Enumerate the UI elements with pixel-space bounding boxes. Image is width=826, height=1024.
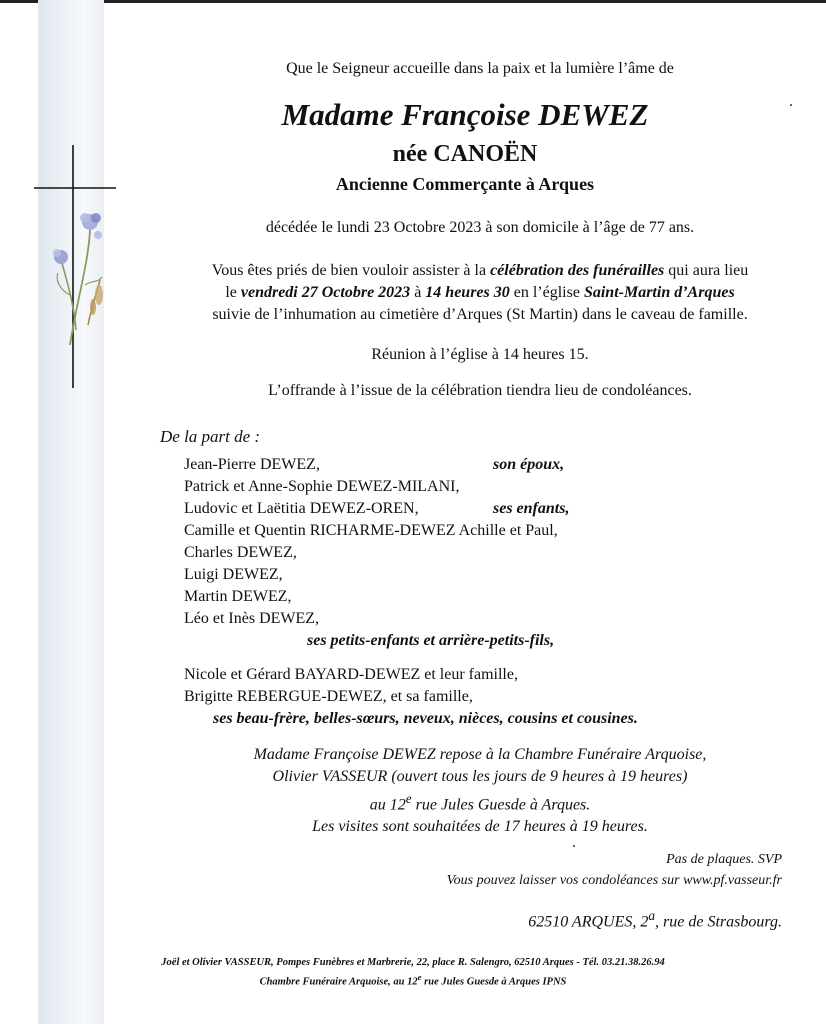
funeral-time: 14 heures 30 <box>425 284 510 301</box>
funeral-line-3: suivie de l’inhumation au cimetière d’Arques (St Martin) dans le caveau de famille. <box>212 306 748 323</box>
speck <box>573 845 575 847</box>
footer-line-2 <box>0 972 826 988</box>
role-children: ses enfants, <box>493 500 570 517</box>
funeral-text: Vous êtes priés de bien vouloir assister à la <box>211 262 491 279</box>
family-member: Jean-Pierre DEWEZ, <box>184 456 320 473</box>
family-member: Charles DEWEZ, <box>184 544 297 561</box>
death-announcement: décédée le lundi 23 Octobre 2023 à son domicile à l’âge de 77 ans. <box>265 219 695 236</box>
funeral-text: en l’église <box>509 284 584 301</box>
footer-line-1: Joël et Olivier VASSEUR, Pompes Funèbres et Marbrerie, 22, place R. Salengro, 62510 Arques - Tél. 03.21.38.26.94 <box>161 957 665 968</box>
superscript: a <box>648 908 656 923</box>
gathering-time: Réunion à l’église à 14 heures 15. <box>371 346 589 363</box>
family-member: Brigitte REBERGUE-DEWEZ, et sa famille, <box>184 688 473 705</box>
funeral-emphasis: célébration des funérailles <box>490 262 665 279</box>
maiden-name: née CANOËN <box>392 141 538 167</box>
funeral-line-1 <box>150 260 810 282</box>
funeral-details <box>150 260 810 326</box>
family-member: Léo et Inès DEWEZ, <box>184 610 320 627</box>
family-member: Luigi DEWEZ, <box>184 566 283 583</box>
funeral-church: Saint-Martin d’Arques <box>583 284 735 301</box>
repose-line-4: Les visites sont souhaitées de 17 heures à 19 heures. <box>312 818 648 836</box>
superscript: e <box>417 972 422 982</box>
funeral-line-2 <box>150 282 810 304</box>
speck <box>790 104 792 106</box>
from-label: De la part de : <box>160 427 261 446</box>
family-member: Camille et Quentin RICHARME-DEWEZ Achille et Paul, <box>184 522 558 539</box>
repose-line-3 <box>135 788 825 816</box>
funeral-text: le <box>225 284 241 301</box>
family-member: Ludovic et Laëtitia DEWEZ-OREN, <box>184 500 419 517</box>
occupation: Ancienne Commerçante à Arques <box>335 174 595 194</box>
intro-text: Que le Seigneur accueille dans la paix et la lumière l’âme de <box>286 60 674 77</box>
repose-line-2: Olivier VASSEUR (ouvert tous les jours de 9 heures à 19 heures) <box>272 768 688 785</box>
repose-line-1: Madame Françoise DEWEZ repose à la Chambre Funéraire Arquoise, <box>253 746 707 763</box>
family-member: Patrick et Anne-Sophie DEWEZ-MILANI, <box>184 478 460 495</box>
funeral-home-address <box>528 908 782 931</box>
repose-details <box>135 744 825 838</box>
footer-text: Chambre Funéraire Arquoise, au 12 <box>259 976 418 988</box>
repose-text: rue Jules Guesde à Arques. <box>411 796 591 814</box>
top-border <box>0 0 826 3</box>
address-text: 62510 ARQUES, 2 <box>528 913 649 931</box>
superscript: e <box>405 791 412 806</box>
address-text: , rue de Strasbourg. <box>655 913 782 931</box>
no-plaques-note: Pas de plaques. SVP <box>666 852 782 867</box>
role-spouse: son époux, <box>493 456 565 473</box>
offering-note: L’offrande à l’issue de la célébration tiendra lieu de condoléances. <box>268 382 692 399</box>
condolences-note: Vous pouvez laisser vos condoléances sur www.pf.vasseur.fr <box>446 873 782 888</box>
funeral-date: vendredi 27 Octobre 2023 <box>240 284 411 301</box>
family-member: Martin DEWEZ, <box>184 588 292 605</box>
funeral-text: qui aura lieu <box>664 262 749 279</box>
role-extended-family: ses beau-frère, belles-sœurs, neveux, nièces, cousins et cousines. <box>213 710 638 727</box>
deceased-name: Madame Françoise DEWEZ <box>281 97 649 132</box>
footer-text: rue Jules Guesde à Arques IPNS <box>421 976 567 988</box>
family-member: Nicole et Gérard BAYARD-DEWEZ et leur famille, <box>184 666 518 683</box>
funeral-text: à <box>410 284 426 301</box>
repose-text: au 12 <box>369 796 406 814</box>
role-grandchildren: ses petits-enfants et arrière-petits-fils, <box>307 632 555 649</box>
cross-with-flowers-icon <box>30 145 120 390</box>
